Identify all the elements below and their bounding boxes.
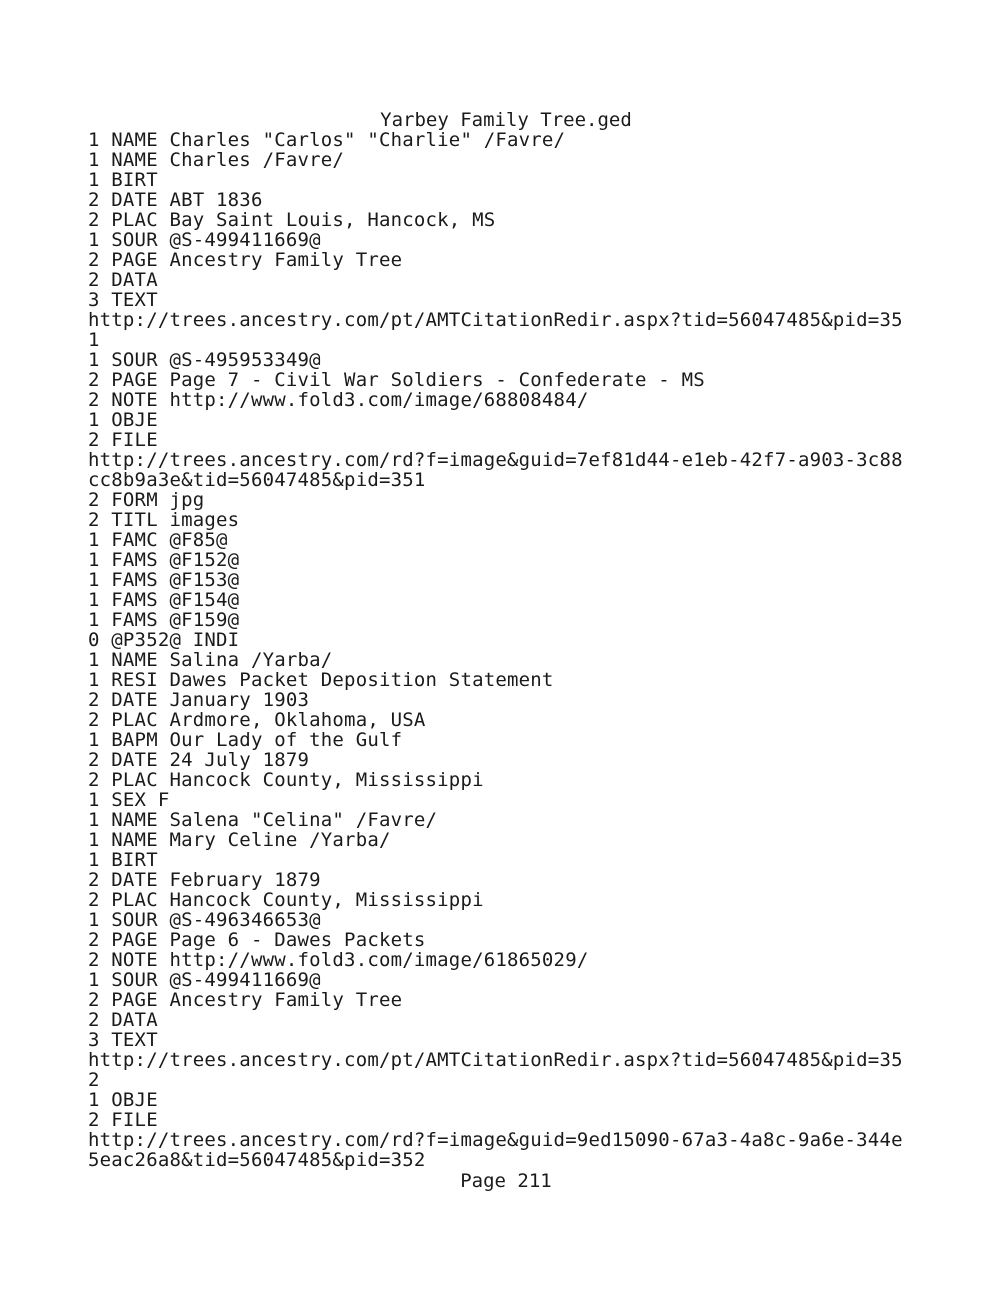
text-line: 2 DATE ABT 1836 (88, 189, 263, 211)
text-line: 1 OBJE (88, 1089, 158, 1111)
document-title: Yarbey Family Tree.ged (380, 109, 632, 131)
text-line: 2 DATA (88, 269, 158, 291)
text-line: 2 DATE 24 July 1879 (88, 749, 310, 771)
text-line: 1 SEX F (88, 789, 170, 811)
text-line: 1 FAMS @F159@ (88, 609, 240, 631)
text-line: http://trees.ancestry.com/rd?f=image&guid=7ef81d44-e1eb-42f7-a903-3c88 (88, 449, 903, 471)
text-line: 2 NOTE http://www.fold3.com/image/68808484/ (88, 389, 589, 411)
text-line: 1 FAMC @F85@ (88, 529, 228, 551)
text-line: 1 SOUR @S-499411669@ (88, 969, 321, 991)
text-line: 2 PLAC Bay Saint Louis, Hancock, MS (88, 209, 496, 231)
text-line: 2 DATA (88, 1009, 158, 1031)
text-line: 1 SOUR @S-499411669@ (88, 229, 321, 251)
text-line: http://trees.ancestry.com/pt/AMTCitationRedir.aspx?tid=56047485&pid=35 (88, 309, 903, 331)
text-line: 1 SOUR @S-495953349@ (88, 349, 321, 371)
text-line: 1 SOUR @S-496346653@ (88, 909, 321, 931)
text-line: 2 FORM jpg (88, 489, 205, 511)
text-line: 3 TEXT (88, 289, 158, 311)
text-line: 1 BIRT (88, 849, 158, 871)
text-line: http://trees.ancestry.com/pt/AMTCitationRedir.aspx?tid=56047485&pid=35 (88, 1049, 903, 1071)
text-line: 1 FAMS @F154@ (88, 589, 240, 611)
text-line: 1 OBJE (88, 409, 158, 431)
text-line: 2 FILE (88, 1109, 158, 1131)
text-line: 1 NAME Charles /Favre/ (88, 149, 345, 171)
text-line: http://trees.ancestry.com/rd?f=image&guid=9ed15090-67a3-4a8c-9a6e-344e (88, 1129, 903, 1151)
page-number: Page 211 (460, 1170, 552, 1192)
text-line: 1 NAME Salina /Yarba/ (88, 649, 333, 671)
text-line: 2 DATE January 1903 (88, 689, 310, 711)
gedcom-text-block (88, 130, 968, 1170)
text-line: 1 RESI Dawes Packet Deposition Statement (88, 669, 554, 691)
text-line: 2 PAGE Page 7 - Civil War Soldiers - Confederate - MS (88, 369, 705, 391)
text-line: 1 (88, 329, 100, 351)
text-line: 1 FAMS @F153@ (88, 569, 240, 591)
text-line: 2 DATE February 1879 (88, 869, 321, 891)
text-line: 2 PLAC Hancock County, Mississippi (88, 769, 484, 791)
text-line: 1 BIRT (88, 169, 158, 191)
text-line: 2 FILE (88, 429, 158, 451)
text-line: 0 @P352@ INDI (88, 629, 240, 651)
text-line: 2 PLAC Hancock County, Mississippi (88, 889, 484, 911)
text-line: 2 (88, 1069, 100, 1091)
text-line: 1 FAMS @F152@ (88, 549, 240, 571)
text-line: 2 PAGE Page 6 - Dawes Packets (88, 929, 426, 951)
text-line: 3 TEXT (88, 1029, 158, 1051)
text-line: 5eac26a8&tid=56047485&pid=352 (88, 1149, 426, 1171)
text-line: 1 NAME Salena "Celina" /Favre/ (88, 809, 438, 831)
text-line: cc8b9a3e&tid=56047485&pid=351 (88, 469, 426, 491)
text-line: 2 NOTE http://www.fold3.com/image/61865029/ (88, 949, 589, 971)
text-line: 2 PLAC Ardmore, Oklahoma, USA (88, 709, 426, 731)
text-line: 1 BAPM Our Lady of the Gulf (88, 729, 403, 751)
text-line: 2 TITL images (88, 509, 240, 531)
text-line: 1 NAME Charles "Carlos" "Charlie" /Favre/ (88, 129, 566, 151)
text-line: 2 PAGE Ancestry Family Tree (88, 249, 403, 271)
text-line: 1 NAME Mary Celine /Yarba/ (88, 829, 391, 851)
text-line: 2 PAGE Ancestry Family Tree (88, 989, 403, 1011)
